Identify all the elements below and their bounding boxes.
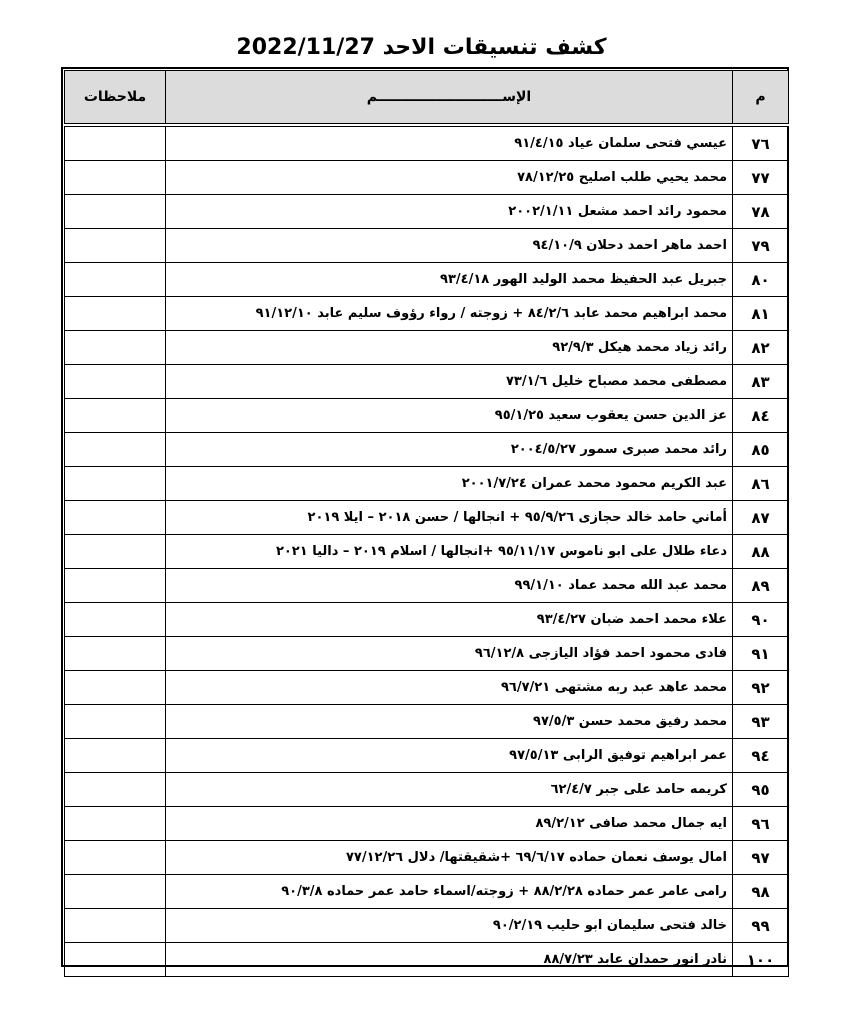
- row-name-cell: عز الدين حسن يعقوب سعيد ٩٥/١/٢٥: [166, 399, 733, 433]
- row-number-cell: ٧٨: [733, 195, 789, 229]
- column-header-number: م: [733, 71, 789, 124]
- row-notes-cell: [65, 433, 166, 467]
- row-name-cell: احمد ماهر احمد دحلان ٩٤/١٠/٩: [166, 229, 733, 263]
- row-name-cell: فادى محمود احمد فؤاد اليازجى ٩٦/١٢/٨: [166, 637, 733, 671]
- row-number-cell: ٩٢: [733, 671, 789, 705]
- row-number-cell: ٩٧: [733, 841, 789, 875]
- row-number-cell: ٩٦: [733, 807, 789, 841]
- table-row: [65, 297, 789, 331]
- table-row: [65, 671, 789, 705]
- table-row: [65, 807, 789, 841]
- row-number-cell: ٩١: [733, 637, 789, 671]
- row-number-cell: ٩٨: [733, 875, 789, 909]
- row-name-cell: محمد يحيي طلب اصليح ٧٨/١٢/٢٥: [166, 161, 733, 195]
- roster-table-frame: [61, 67, 789, 967]
- row-name-cell: كريمه حامد على جبر ٦٢/٤/٧: [166, 773, 733, 807]
- table-row: [65, 433, 789, 467]
- table-row: [65, 603, 789, 637]
- row-number-cell: ٧٩: [733, 229, 789, 263]
- row-notes-cell: [65, 909, 166, 943]
- row-notes-cell: [65, 195, 166, 229]
- row-notes-cell: [65, 943, 166, 977]
- roster-table: [64, 70, 789, 977]
- row-number-cell: ٩٩: [733, 909, 789, 943]
- column-header-name: الإســــــــــــــــــــــــــم: [166, 71, 733, 124]
- row-notes-cell: [65, 297, 166, 331]
- row-number-cell: ٨٠: [733, 263, 789, 297]
- table-row: [65, 365, 789, 399]
- row-notes-cell: [65, 603, 166, 637]
- table-header-row: [65, 71, 789, 124]
- table-row: [65, 875, 789, 909]
- row-notes-cell: [65, 535, 166, 569]
- row-notes-cell: [65, 331, 166, 365]
- row-name-cell: محمود رائد احمد مشعل ٢٠٠٢/١/١١: [166, 195, 733, 229]
- row-name-cell: أماني حامد خالد حجازى ٩٥/٩/٢٦ + انجالها / حسن ٢٠١٨ – ايلا ٢٠١٩: [166, 501, 733, 535]
- row-notes-cell: [65, 365, 166, 399]
- page-title: كشف تنسيقات الاحد 2022/11/27: [236, 35, 607, 60]
- table-row: [65, 535, 789, 569]
- row-number-cell: ٩٤: [733, 739, 789, 773]
- row-number-cell: ٨٣: [733, 365, 789, 399]
- table-row: [65, 501, 789, 535]
- row-notes-cell: [65, 229, 166, 263]
- row-notes-cell: [65, 739, 166, 773]
- row-number-cell: ٩٣: [733, 705, 789, 739]
- row-number-cell: ٧٦: [733, 127, 789, 161]
- row-name-cell: مصطفى محمد مصباح خليل ٧٣/١/٦: [166, 365, 733, 399]
- row-number-cell: ٨٩: [733, 569, 789, 603]
- row-notes-cell: [65, 875, 166, 909]
- row-number-cell: ٨٨: [733, 535, 789, 569]
- row-number-cell: ٩٥: [733, 773, 789, 807]
- row-notes-cell: [65, 501, 166, 535]
- table-row: [65, 127, 789, 161]
- row-number-cell: ١٠٠: [733, 943, 789, 977]
- row-name-cell: محمد رفيق محمد حسن ٩٧/٥/٣: [166, 705, 733, 739]
- row-notes-cell: [65, 637, 166, 671]
- row-name-cell: محمد ابراهيم محمد عابد ٨٤/٢/٦ + زوجته / رواء رؤوف سليم عابد ٩١/١٢/١٠: [166, 297, 733, 331]
- row-name-cell: محمد عاهد عبد ربه مشتهى ٩٦/٧/٢١: [166, 671, 733, 705]
- row-name-cell: علاء محمد احمد ضبان ٩٣/٤/٢٧: [166, 603, 733, 637]
- row-notes-cell: [65, 841, 166, 875]
- row-name-cell: جبريل عبد الحفيظ محمد الوليد الهور ٩٣/٤/١٨: [166, 263, 733, 297]
- row-notes-cell: [65, 569, 166, 603]
- table-row: [65, 705, 789, 739]
- row-notes-cell: [65, 773, 166, 807]
- table-row: [65, 739, 789, 773]
- table-row: [65, 263, 789, 297]
- table-row: [65, 467, 789, 501]
- row-name-cell: عيسي فتحى سلمان عياد ٩١/٤/١٥: [166, 127, 733, 161]
- row-notes-cell: [65, 161, 166, 195]
- row-name-cell: نادر انور حمدان عابد ٨٨/٧/٢٣: [166, 943, 733, 977]
- row-name-cell: عبد الكريم محمود محمد عمران ٢٠٠١/٧/٢٤: [166, 467, 733, 501]
- table-row: [65, 399, 789, 433]
- row-name-cell: محمد عبد الله محمد عماد ٩٩/١/١٠: [166, 569, 733, 603]
- row-number-cell: ٨١: [733, 297, 789, 331]
- row-number-cell: ٨٥: [733, 433, 789, 467]
- table-row: [65, 569, 789, 603]
- table-row: [65, 637, 789, 671]
- row-name-cell: ايه جمال محمد صافى ٨٩/٢/١٢: [166, 807, 733, 841]
- row-number-cell: ٨٦: [733, 467, 789, 501]
- row-notes-cell: [65, 671, 166, 705]
- row-notes-cell: [65, 705, 166, 739]
- row-notes-cell: [65, 807, 166, 841]
- row-name-cell: عمر ابراهيم توفيق الرابى ٩٧/٥/١٣: [166, 739, 733, 773]
- row-notes-cell: [65, 399, 166, 433]
- table-row: [65, 773, 789, 807]
- table-row: [65, 841, 789, 875]
- row-notes-cell: [65, 467, 166, 501]
- table-row: [65, 161, 789, 195]
- row-name-cell: رائد محمد صبرى سمور ٢٠٠٤/٥/٢٧: [166, 433, 733, 467]
- table-row: [65, 229, 789, 263]
- row-name-cell: خالد فتحى سليمان ابو حليب ٩٠/٢/١٩: [166, 909, 733, 943]
- row-number-cell: ٨٧: [733, 501, 789, 535]
- row-name-cell: رائد زياد محمد هيكل ٩٢/٩/٣: [166, 331, 733, 365]
- table-row: [65, 331, 789, 365]
- row-notes-cell: [65, 263, 166, 297]
- row-number-cell: ٨٢: [733, 331, 789, 365]
- table-row: [65, 943, 789, 977]
- table-row: [65, 195, 789, 229]
- table-row: [65, 909, 789, 943]
- row-number-cell: ٧٧: [733, 161, 789, 195]
- row-number-cell: ٩٠: [733, 603, 789, 637]
- row-notes-cell: [65, 127, 166, 161]
- column-header-notes: ملاحظات: [65, 71, 166, 124]
- row-name-cell: رامى عامر عمر حماده ٨٨/٢/٢٨ + زوجته/اسماء حامد عمر حماده ٩٠/٣/٨: [166, 875, 733, 909]
- row-number-cell: ٨٤: [733, 399, 789, 433]
- row-name-cell: دعاء طلال على ابو ناموس ٩٥/١١/١٧ +انجالها / اسلام ٢٠١٩ – داليا ٢٠٢١: [166, 535, 733, 569]
- row-name-cell: امال يوسف نعمان حماده ٦٩/٦/١٧ +شقيقتها/ دلال ٧٧/١٢/٢٦: [166, 841, 733, 875]
